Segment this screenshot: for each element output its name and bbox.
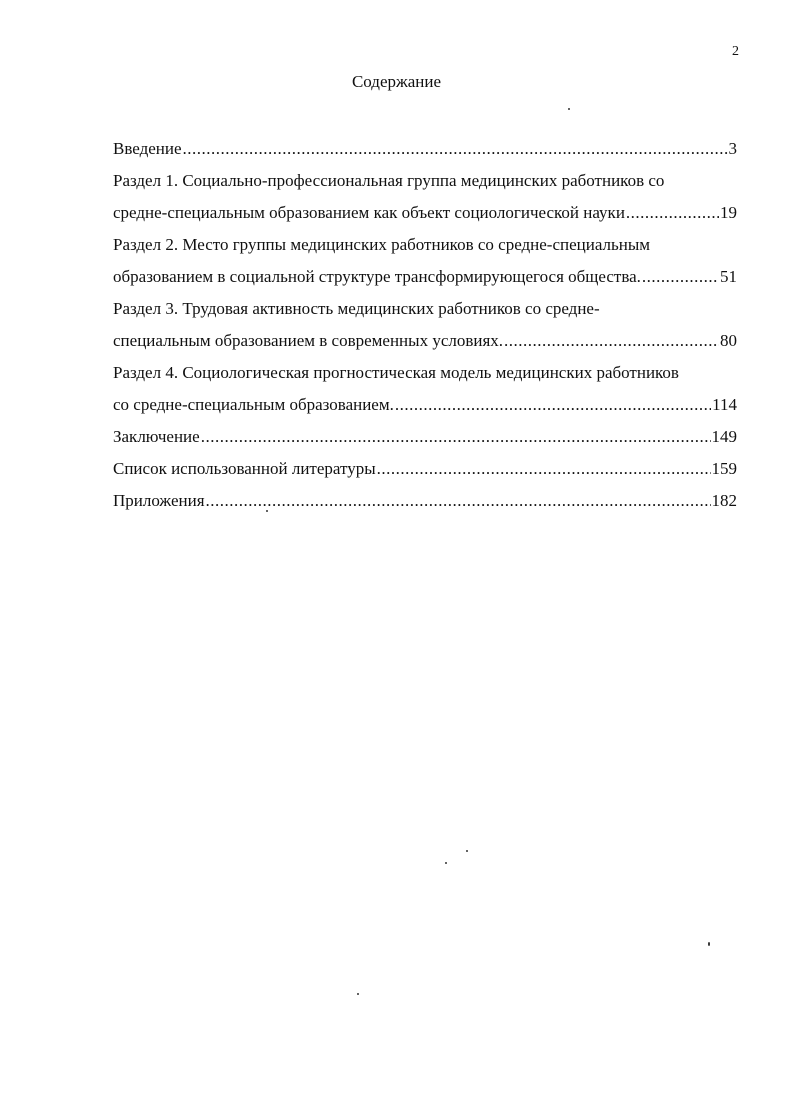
scan-speck [568, 108, 570, 110]
toc-entry-section-3[interactable] [113, 293, 737, 357]
scan-speck [466, 850, 468, 852]
toc-entry-text: Список использованной литературы [113, 459, 376, 478]
toc-entry-page: 114 [712, 395, 737, 414]
toc-entry-text: со средне-специальным образованием. [113, 395, 394, 414]
toc-entry-page: 159 [711, 459, 737, 478]
dot-leader [183, 133, 728, 165]
toc-entry-references[interactable] [113, 453, 737, 485]
scan-speck [357, 993, 359, 995]
toc-entry-text: специальным образованием в современных условиях. [113, 331, 504, 350]
toc-entry-text: средне-специальным образованием как объект социологической науки [113, 203, 625, 222]
toc-entry-section-1[interactable] [113, 165, 737, 229]
toc-entry-page: 80 [720, 331, 737, 350]
scan-speck [266, 510, 268, 512]
dot-leader [626, 197, 719, 229]
toc-entry-text: Раздел 1. Социально-профессиональная группа медицинских работников со [113, 171, 665, 190]
dot-leader [201, 421, 711, 453]
dot-leader [395, 389, 711, 421]
toc-entry-text: Раздел 4. Социологическая прогностическая модель медицинских работников [113, 363, 679, 382]
scan-speck [708, 942, 710, 946]
dot-leader [642, 261, 719, 293]
toc-entry-text: Введение [113, 139, 182, 158]
toc-entry-appendices[interactable] [113, 485, 737, 517]
toc-entry-text: Раздел 3. Трудовая активность медицинских работников со средне- [113, 299, 600, 318]
page-title: Содержание [351, 72, 442, 91]
scan-speck [445, 862, 447, 864]
toc-entry-page: 51 [720, 267, 737, 286]
toc-entry-page: 149 [711, 427, 737, 446]
dot-leader [206, 485, 711, 517]
toc-entry-text: Раздел 2. Место группы медицинских работников со средне-специальным [113, 235, 651, 254]
dot-leader [504, 325, 719, 357]
toc-entry-section-4[interactable] [113, 357, 737, 421]
page-number: 2 [732, 44, 739, 59]
toc-entry-page: 182 [711, 491, 737, 510]
toc-entry-text: образованием в социальной структуре трансформирующегося общества. [113, 267, 641, 286]
table-of-contents [113, 133, 737, 517]
dot-leader [377, 453, 711, 485]
toc-entry-page: 19 [720, 203, 737, 222]
toc-entry-text: Заключение [113, 427, 200, 446]
toc-entry-introduction[interactable] [113, 133, 737, 165]
toc-entry-conclusion[interactable] [113, 421, 737, 453]
toc-entry-section-2[interactable] [113, 229, 737, 293]
toc-entry-page: 3 [728, 139, 737, 158]
toc-entry-text: Приложения [113, 491, 205, 510]
